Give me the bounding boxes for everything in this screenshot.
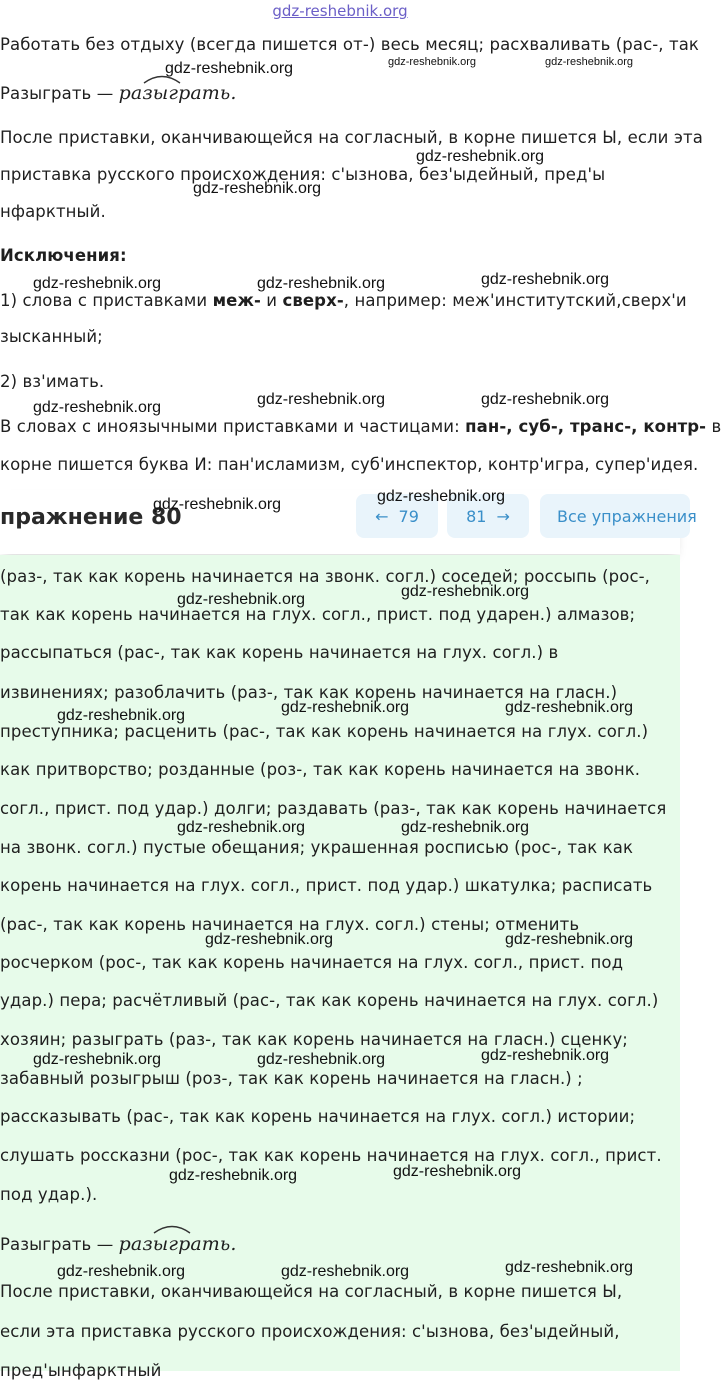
answer-example xyxy=(0,1233,236,1255)
answer-line: как притворство; розданные (роз-, так как корень начинается на звонк. xyxy=(0,760,641,779)
answer-line: преступника; расценить (рас-, так как корень начинается на глух. согл.) xyxy=(0,722,649,741)
answer-example-label: Разыграть — xyxy=(0,1235,114,1254)
rule-line: После приставки, оканчивающейся на согласный, в корне пишется Ы, если эта xyxy=(0,128,703,147)
watermark: gdz-reshebnik.org xyxy=(416,148,545,165)
watermark: gdz-reshebnik.org xyxy=(33,1051,162,1068)
prefix-bold: пан-, суб-, транс-, контр- xyxy=(465,417,707,436)
watermark: gdz-reshebnik.org xyxy=(281,699,410,716)
answer-line: (рас-, так как корень начинается на глух. согл.) стены; отменить xyxy=(0,915,580,934)
rule-example-label: Разыграть — xyxy=(0,84,114,103)
watermark: gdz-reshebnik.org xyxy=(377,488,506,505)
answer-line: на звонк. согл.) пустые обещания; украшенная росписью (рос-, так как xyxy=(0,838,634,857)
exception-item: зысканный; xyxy=(0,327,103,346)
answer-line: слушать россказни (рос-, так как корень начинается на глух. согл., прист. xyxy=(0,1146,662,1165)
watermark: gdz-reshebnik.org xyxy=(388,56,477,68)
watermark: gdz-reshebnik.org xyxy=(177,819,306,836)
watermark: gdz-reshebnik.org xyxy=(205,931,334,948)
watermark: gdz-reshebnik.org xyxy=(401,583,530,600)
watermark: gdz-reshebnik.org xyxy=(57,707,186,724)
rule-example xyxy=(0,82,236,104)
watermark: gdz-reshebnik.org xyxy=(33,275,162,292)
answer-line: рассказывать (рас-, так как корень начинается на глух. согл.) истории; xyxy=(0,1107,636,1126)
watermark: gdz-reshebnik.org xyxy=(401,819,530,836)
answer-line: извинениях; разоблачить (раз-, так как корень начинается на гласн.) xyxy=(0,683,618,702)
answer-line: росчерком (рос-, так как корень начинается на глух. согл., прист. под xyxy=(0,953,624,972)
answer-line: хозяин; разыграть (раз-, так как корень начинается на гласн.) сценку; xyxy=(0,1030,628,1049)
watermark: gdz-reshebnik.org xyxy=(281,1263,410,1280)
exception-text: , например: меж'институтский,сверх'и xyxy=(343,291,687,310)
watermark: gdz-reshebnik.org xyxy=(481,391,610,408)
rule-line: приставка русского происхождения: с'ызнова, без'ыдейный, пред'ы xyxy=(0,165,606,184)
exception-item: 2) вз'имать. xyxy=(0,372,105,391)
watermark: gdz-reshebnik.org xyxy=(153,496,282,513)
watermark: gdz-reshebnik.org xyxy=(257,1051,386,1068)
watermark: gdz-reshebnik.org xyxy=(481,1047,610,1064)
answer-line: согл., прист. под удар.) долги; раздавать (раз-, так как корень начинается xyxy=(0,799,667,818)
arrow-left-icon: ← xyxy=(375,506,389,526)
watermark: gdz-reshebnik.org xyxy=(481,271,610,288)
watermark: gdz-reshebnik.org xyxy=(505,699,634,716)
watermark: gdz-reshebnik.org xyxy=(177,591,306,608)
answer-line: После приставки, оканчивающейся на согласный, в корне пишется Ы, xyxy=(0,1282,623,1301)
prev-exercise-label: 79 xyxy=(398,506,419,526)
answer-line: если эта приставка русского происхождения: с'ызнова, без'ыдейный, xyxy=(0,1322,620,1341)
all-exercises-label: Все упражнения xyxy=(557,506,697,526)
next-exercise-label: 81 xyxy=(466,506,487,526)
answer-line: удар.) пера; расчётливый (рас-, так как корень начинается на глух. согл.) xyxy=(0,991,659,1010)
all-exercises-button[interactable] xyxy=(540,494,697,538)
watermark: gdz-reshebnik.org xyxy=(393,1163,522,1180)
prefix-bold: меж- xyxy=(212,291,261,310)
answer-line: пред'ынфарктный xyxy=(0,1361,162,1380)
exception-text: 1) слова с приставками xyxy=(0,291,213,310)
watermark: gdz-reshebnik.org xyxy=(545,56,634,68)
rule-text: В словах с иноязычными приставками и частицами: xyxy=(0,417,466,436)
watermark: gdz-reshebnik.org xyxy=(257,391,386,408)
watermark: gdz-reshebnik.org xyxy=(193,180,322,197)
rule-line: корне пишется буква И: пан'исламизм, суб'инспектор, контр'игра, супер'идея. xyxy=(0,455,699,474)
rule-example-word: разыграть. xyxy=(118,82,237,104)
watermark: gdz-reshebnik.org xyxy=(33,399,162,416)
root-arc-icon xyxy=(152,1222,192,1234)
rule-line: Работать без отдыху (всегда пишется от-) весь месяц; расхваливать (рас-, так xyxy=(0,35,699,54)
arrow-right-icon: → xyxy=(496,506,510,526)
answer-line: забавный розыгрыш (роз-, так как корень начинается на гласн.) ; xyxy=(0,1069,583,1088)
rule-line: нфарктный. xyxy=(0,202,106,221)
watermark: gdz-reshebnik.org xyxy=(57,1263,186,1280)
prefix-bold: сверх- xyxy=(282,291,344,310)
rule-line xyxy=(0,417,721,436)
exception-item xyxy=(0,291,687,310)
answer-example-word: разыграть. xyxy=(118,1233,237,1255)
answer-line: под удар.). xyxy=(0,1185,98,1204)
answer-line: (раз-, так как корень начинается на звонк. согл.) соседей; россыпь (рос-, xyxy=(0,567,651,586)
rule-text: в xyxy=(706,417,721,436)
exceptions-heading: Исключения: xyxy=(0,246,127,265)
watermark: gdz-reshebnik.org xyxy=(505,1259,634,1276)
watermark: gdz-reshebnik.org xyxy=(257,275,386,292)
exception-text: и xyxy=(260,291,283,310)
watermark: gdz-reshebnik.org xyxy=(169,1167,298,1184)
watermark: gdz-reshebnik.org xyxy=(165,60,294,77)
exercise-title: пражнение 80 xyxy=(0,505,182,530)
answer-line: так как корень начинается на глух. согл., прист. под ударен.) алмазов; xyxy=(0,605,636,624)
answer-panel xyxy=(0,555,680,1380)
answer-line: рассыпаться (рас-, так как корень начинается на глух. согл.) в xyxy=(0,643,559,662)
watermark: gdz-reshebnik.org xyxy=(505,931,634,948)
site-link[interactable]: gdz-reshebnik.org xyxy=(272,2,408,20)
answer-line: корень начинается на глух. согл., прист. под удар.) шкатулка; расписать xyxy=(0,876,653,895)
